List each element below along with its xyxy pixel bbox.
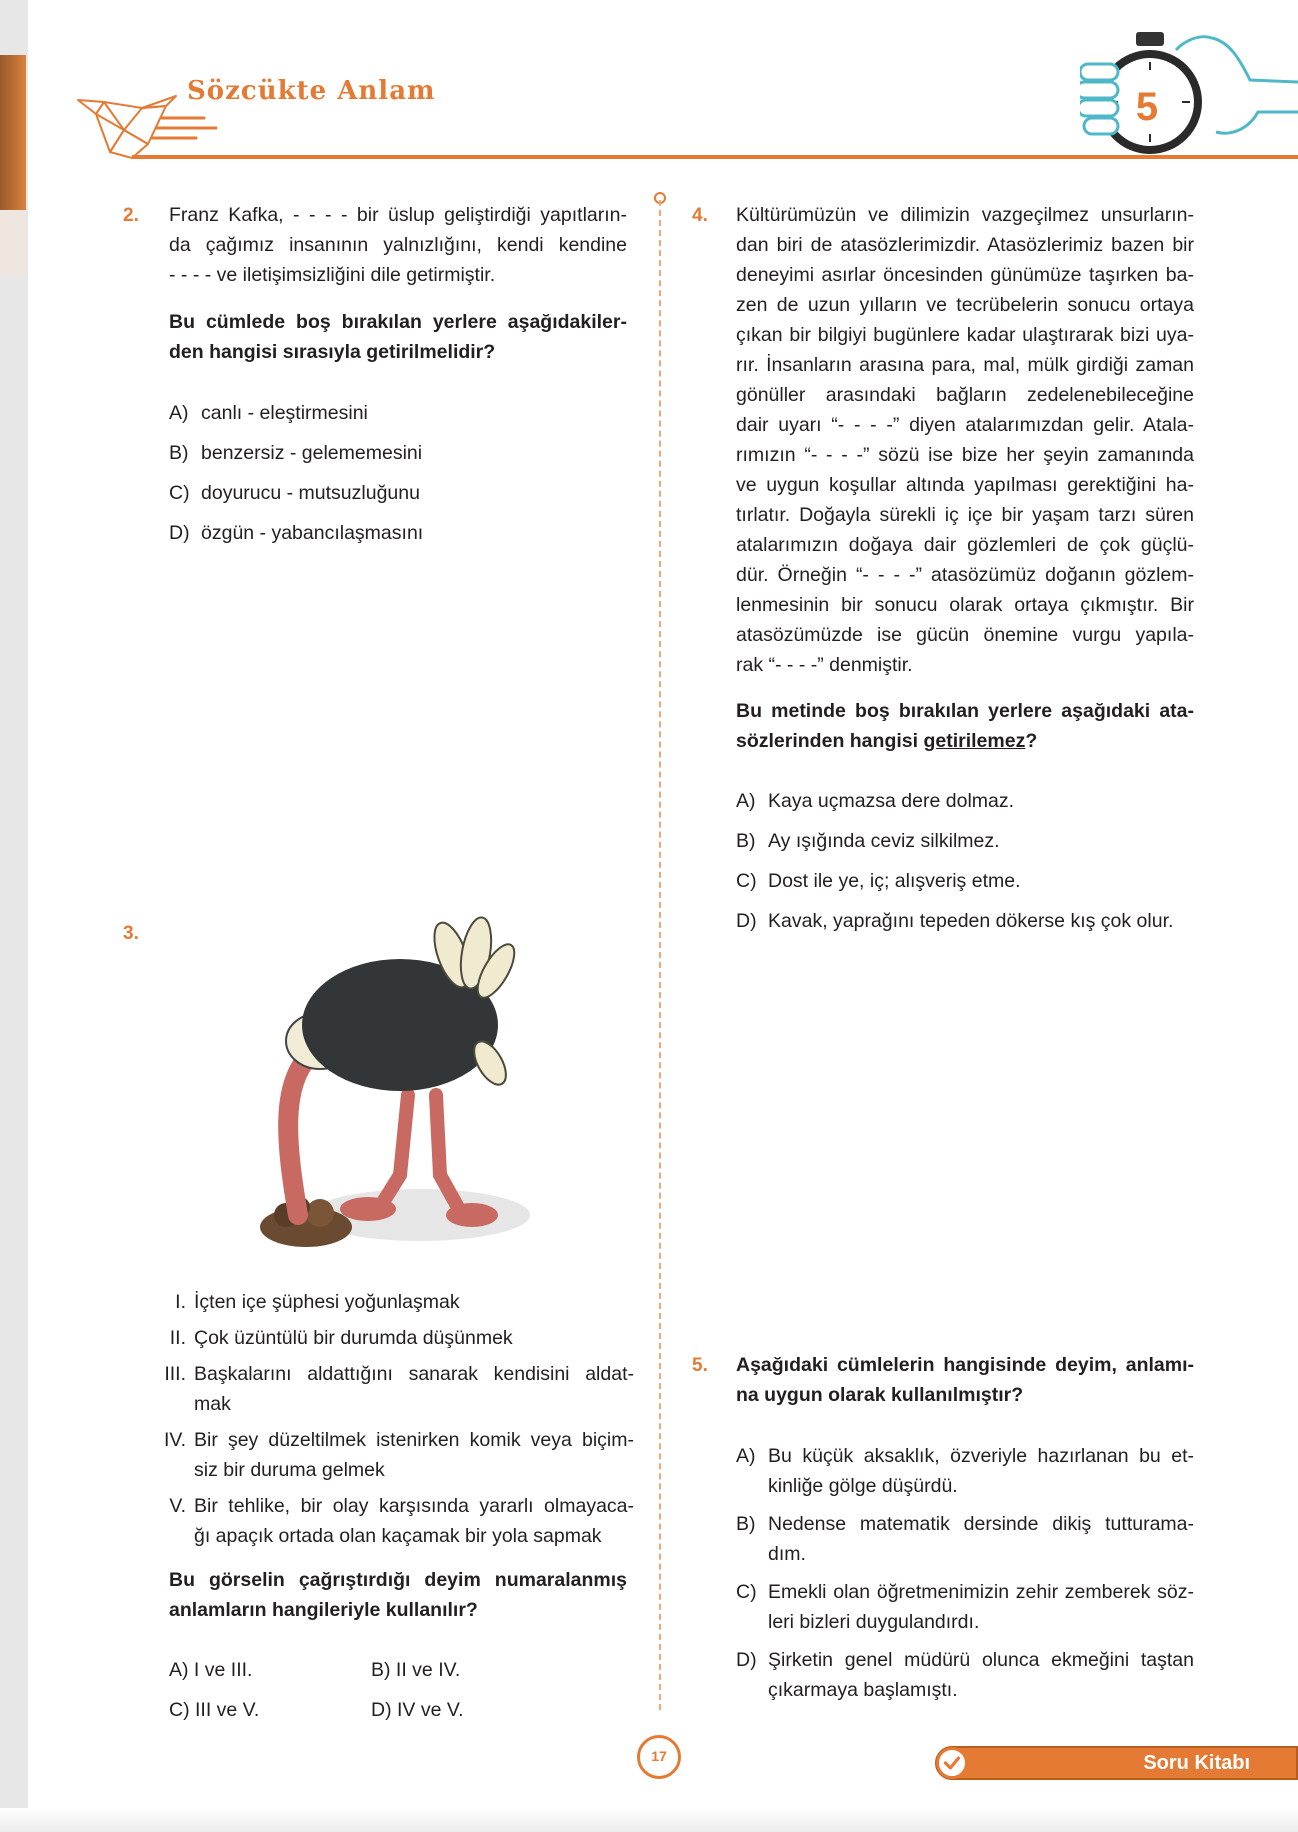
page-bottom-shadow (0, 1808, 1298, 1832)
passage-line: gönüller arasındaki bağların zedelenebileceğine (736, 384, 1194, 406)
statement-text: ğı apaçık ortada olan kaçamak bir yola sapmak (194, 1525, 602, 1547)
prompt-text: ? (1025, 730, 1038, 752)
statement-number: III. (164, 1363, 186, 1385)
question-2-stem-line: da çağımız insanının yalnızlığını, kendi kendine (169, 234, 627, 256)
question-3-prompt (169, 1565, 627, 1625)
question-3-prompt-line: anlamların hangileriyle kullanılır? (169, 1599, 478, 1621)
question-5-number: 5. (692, 1355, 708, 1376)
section-title: Sözcükte Anlam (187, 76, 436, 106)
statement-item (160, 1359, 634, 1419)
option-text: II ve IV. (395, 1659, 461, 1681)
question-5-option-b[interactable] (736, 1509, 1194, 1569)
statement-text: Bir tehlike, bir olay karşısında yararlı olmayaca- (194, 1495, 634, 1517)
option-letter: C) (736, 1581, 757, 1603)
statement-number: IV. (163, 1429, 186, 1451)
statement-number: V. (169, 1495, 186, 1517)
passage-line: dair uyarı “- - - -” diyen atalarımızdan gelir. Atala- (736, 414, 1194, 436)
option-text: dım. (768, 1543, 806, 1565)
option-letter: C) (736, 870, 757, 892)
option-text: Nedense matematik dersinde dikiş tutturama- (768, 1513, 1194, 1535)
question-2-prompt-line: den hangisi sırasıyla getirilmelidir? (169, 341, 496, 363)
question-2-prompt-line: Bu cümlede boş bırakılan yerlere aşağıdakiler- (169, 311, 627, 333)
question-5-option-a[interactable] (736, 1441, 1194, 1501)
left-page-tab-light (0, 210, 26, 275)
option-text: özgün - yabancılaşmasını (201, 522, 424, 544)
question-4-number: 4. (692, 205, 708, 226)
statement-text: İçten içe şüphesi yoğunlaşmak (194, 1291, 460, 1313)
option-letter: D) (736, 1649, 757, 1671)
stopwatch-hand-icon (1080, 20, 1298, 160)
question-4-option-b[interactable] (736, 821, 1173, 861)
option-letter: D) (371, 1699, 392, 1721)
option-letter: D) (169, 522, 190, 544)
passage-line: rır. İnsanların arasına para, mal, mülk girdiği zaman (736, 354, 1194, 376)
statement-text: mak (194, 1393, 231, 1415)
question-5-option-d[interactable] (736, 1645, 1194, 1705)
option-text: I ve III. (193, 1659, 253, 1681)
underlined-keyword: getirilemez (923, 730, 1026, 752)
option-text: Kavak, yaprağını tepeden dökerse kış çok olur. (768, 910, 1174, 932)
question-5-options (736, 1441, 1194, 1705)
option-letter: B) (371, 1659, 391, 1681)
passage-line: ve uygun koşullar altında yapılması gerektiğini ha- (736, 474, 1194, 496)
option-letter: C) (169, 482, 190, 504)
ostrich-head-in-sand-illustration (240, 915, 560, 1265)
passage-line: dür. Örneğin “- - - -” atasözümüz doğanın gözlem- (736, 564, 1194, 586)
option-text: Kaya uçmazsa dere dolmaz. (768, 790, 1015, 812)
option-text: Bu küçük aksaklık, özveriyle hazırlanan bu et- (768, 1445, 1194, 1467)
question-3-option-b[interactable] (371, 1650, 573, 1690)
question-3-option-a[interactable] (169, 1650, 371, 1690)
question-4-prompt-line (736, 726, 1194, 756)
passage-line: rak “- - - -” denmiştir. (736, 654, 913, 676)
option-letter: A) (736, 790, 756, 812)
passage-line: atasözümüzde ise gücün önemine vurgu yapıla- (736, 624, 1194, 646)
passage-line: zen de uzun yılların ve tecrübelerin sonucu ortaya (736, 294, 1194, 316)
statement-text: Başkalarını aldattığını sanarak kendisini aldat- (194, 1363, 634, 1385)
option-letter: D) (736, 910, 757, 932)
option-letter: B) (736, 830, 756, 852)
statement-item (160, 1323, 634, 1353)
question-2-option-b[interactable] (169, 433, 423, 473)
option-text: Dost ile ye, iç; alışveriş etme. (768, 870, 1021, 892)
column-divider (659, 200, 661, 1710)
question-2-stem-line: - - - - ve iletişimsizliğini dile getirmiştir. (169, 264, 496, 286)
question-4-options (736, 781, 1173, 941)
passage-line: lenmesinin bir sonucu olarak ortaya çıkmıştır. Bir (736, 594, 1194, 616)
passage-line: atalarımızın doğaya dair gözlemleri de çok güçlü- (736, 534, 1194, 556)
question-2-stem-line: Franz Kafka, - - - - bir üslup geliştirdiği yapıtların- (169, 204, 627, 226)
question-3-number: 3. (123, 923, 139, 944)
option-text: canlı - eleştirmesini (201, 402, 368, 424)
option-text: kinliğe gölge düşürdü. (768, 1475, 958, 1497)
prompt-text: sözlerinden hangisi (736, 730, 924, 752)
option-text: çıkarmaya başlamıştı. (768, 1679, 958, 1701)
option-text: benzersiz - gelememesini (201, 442, 423, 464)
statement-text: Çok üzüntülü bir durumda düşünmek (194, 1327, 513, 1349)
question-2-options (169, 393, 423, 553)
statement-number: II. (169, 1327, 186, 1349)
question-3-option-d[interactable] (371, 1690, 573, 1730)
option-letter: A) (736, 1445, 756, 1467)
question-2-number: 2. (123, 205, 139, 226)
question-4-passage (736, 200, 1194, 680)
passage-line: tırlatır. Doğayla sürekli iç içe bir yaşam tarzı süren (736, 504, 1194, 526)
statement-number: I. (175, 1291, 186, 1313)
question-2-prompt (169, 307, 627, 367)
check-icon (936, 1747, 968, 1779)
passage-line: dan biri de atasözlerimizdir. Atasözlerimiz bazen bir (736, 234, 1194, 256)
option-text: Şirketin genel müdürü olunca ekmeğini taştan (768, 1649, 1194, 1671)
question-2-option-a[interactable] (169, 393, 423, 433)
footer-book-label: Soru Kitabı (1143, 1752, 1250, 1774)
question-3-statements (160, 1287, 634, 1557)
question-5-prompt-line: Aşağıdaki cümlelerin hangisinde deyim, anlamı- (736, 1354, 1194, 1376)
statement-item (160, 1491, 634, 1551)
passage-line: Kültürümüzün ve dilimizin vazgeçilmez unsurların- (736, 204, 1194, 226)
question-5-prompt (736, 1350, 1194, 1410)
passage-line: deneyimi asırlar öncesinden günümüze taşırken ba- (736, 264, 1194, 286)
passage-line: rımızın “- - - -” sözü ise bize her şeyin zamanında (736, 444, 1194, 466)
option-text: leri bizleri duygulandırdı. (768, 1611, 980, 1633)
statement-item (160, 1287, 634, 1317)
statement-text: Bir şey düzeltilmek istenirken komik veya biçim- (194, 1429, 634, 1451)
question-2-stem (169, 200, 627, 290)
option-text: IV ve V. (397, 1699, 464, 1721)
option-text: III ve V. (195, 1699, 260, 1721)
question-3-options (169, 1650, 573, 1730)
question-3-prompt-line: Bu görselin çağrıştırdığı deyim numaralanmış (169, 1569, 627, 1591)
unit-number-badge: 5 (1135, 85, 1159, 129)
option-letter: B) (736, 1513, 756, 1535)
question-5-prompt-line: na uygun olarak kullanılmıştır? (736, 1384, 1024, 1406)
question-4-option-c[interactable] (736, 861, 1173, 901)
question-2-option-c[interactable] (169, 473, 423, 513)
question-5-option-c[interactable] (736, 1577, 1194, 1637)
question-3-option-c[interactable] (169, 1690, 371, 1730)
statement-text: siz bir duruma gelmek (194, 1459, 385, 1481)
option-text: Emekli olan öğretmenimizin zehir zemberek söz- (768, 1581, 1194, 1603)
question-4-option-d[interactable] (736, 901, 1173, 941)
question-2-option-d[interactable] (169, 513, 423, 553)
option-letter: B) (169, 442, 189, 464)
statement-item (160, 1425, 634, 1485)
question-4-option-a[interactable] (736, 781, 1173, 821)
option-text: doyurucu - mutsuzluğunu (201, 482, 420, 504)
passage-line: çıkan bir bilgiyi bugünlere kadar ulaştırarak bizi uya- (736, 324, 1194, 346)
option-letter: A) (169, 402, 189, 424)
option-letter: A) (169, 1659, 189, 1681)
option-text: Ay ışığında ceviz silkilmez. (768, 830, 1000, 852)
question-4-prompt-line: Bu metinde boş bırakılan yerlere aşağıdaki ata- (736, 700, 1194, 722)
page-number: 17 (651, 1748, 667, 1764)
question-4-prompt (736, 696, 1194, 756)
option-letter: C) (169, 1699, 190, 1721)
